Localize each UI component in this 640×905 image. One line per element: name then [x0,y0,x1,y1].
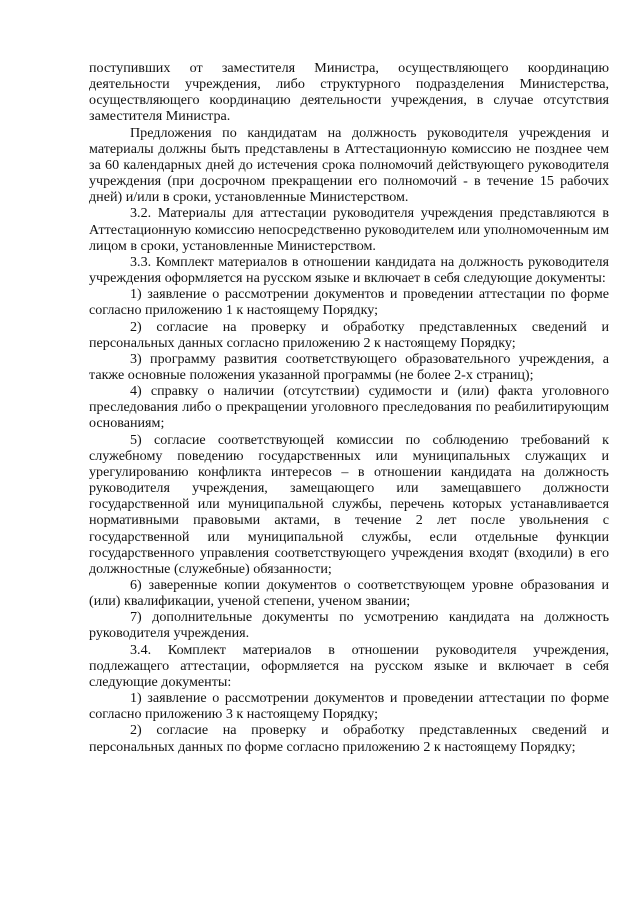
list-item-3-3-3: 3) программу развития соответствующего образовательного учреждения, а также основные положения указанной программы (не более 2-х страниц); [89,350,609,383]
list-item-3-3-5: 5) согласие соответствующей комиссии по соблюдению требований к служебному поведению государственных или муниципальных служащих и урегулированию конфликта интересов – в отношении кандидата на должность руководителя учреждения, замещающего или замещавшего должности государственной или муниципальной службы, перечень которых устанавливается нормативными правовыми актами, в течение 2 лет после увольнения с государственной или муниципальной службы, если отдельные функции государственного управления соответствующего учреждения входят (входили) в его должностные (служебные) обязанности; [89,431,609,577]
list-item-3-3-2: 2) согласие на проверку и обработку представленных сведений и персональных данных согласно приложению 2 к настоящему Порядку; [89,318,609,351]
paragraph-3-3: 3.3. Комплект материалов в отношении кандидата на должность руководителя учреждения оформляется на русском языке и включает в себя следующие документы: [89,253,609,287]
list-item-3-4-2: 2) согласие на проверку и обработку представленных сведений и персональных данных по форме согласно приложению 2 к настоящему Порядку; [89,722,609,755]
list-item-3-4-1: 1) заявление о рассмотрении документов и проведении аттестации по форме согласно приложению 3 к настоящему Порядку; [89,690,609,723]
list-item-3-3-4: 4) справку о наличии (отсутствии) судимости и (или) факта уголовного преследования либо о прекращении уголовного преследования по реабилитирующим основаниям; [89,383,609,432]
paragraph-3-2: 3.2. Материалы для аттестации руководителя учреждения представляются в Аттестационную комиссию непосредственно руководителем или уполномоченным им лицом в сроки, установленные Министерством. [89,205,609,254]
paragraph-3-4: 3.4. Комплект материалов в отношении руководителя учреждения, подлежащего аттестации, оформляется на русском языке и включает в себя следующие документы: [89,641,609,690]
paragraph-continuation: поступивших от заместителя Министра, осуществляющего координацию деятельности учреждения, либо структурного подразделения Министерства, осуществляющего координацию деятельности учреждения, в случае отсутствия заместителя Министра. [89,60,609,125]
list-item-3-3-1: 1) заявление о рассмотрении документов и проведении аттестации по форме согласно приложению 1 к настоящему Порядку; [89,286,609,319]
paragraph-proposals: Предложения по кандидатам на должность руководителя учреждения и материалы должны быть представлены в Аттестационную комиссию не позднее чем за 60 календарных дней до истечения срока полномочий действующего руководителя учреждения (при досрочном прекращении его полномочий - в течение 15 рабочих дней) и/или в сроки, установленные Министерством. [89,124,609,206]
list-item-3-3-7: 7) дополнительные документы по усмотрению кандидата на должность руководителя учреждения. [89,609,609,642]
document-page [89,60,609,755]
list-item-3-3-6: 6) заверенные копии документов о соответствующем уровне образования и (или) квалификации, ученой степени, ученом звании; [89,577,609,610]
